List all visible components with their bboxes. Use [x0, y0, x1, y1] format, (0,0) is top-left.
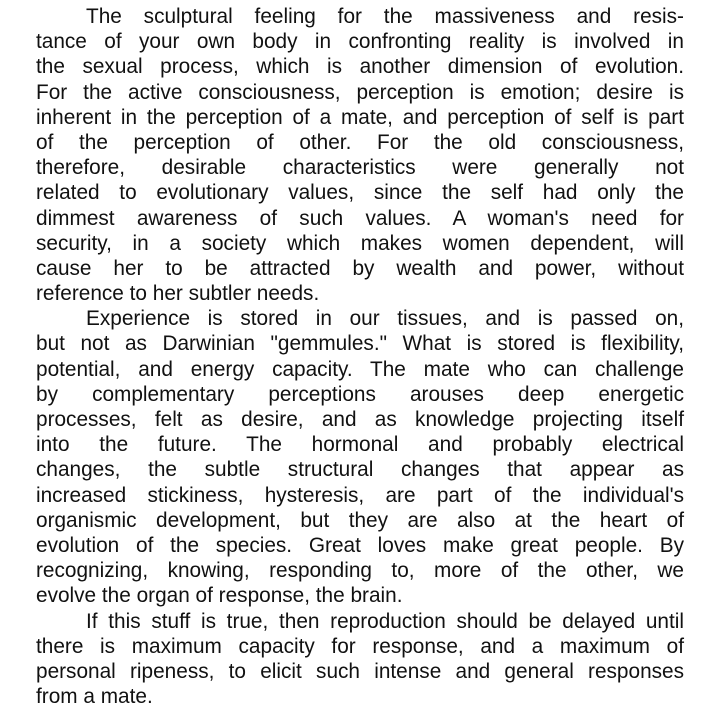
text-line: organismic development, but they are also at the heart of	[36, 508, 684, 532]
text-line: but not as Darwinian "gemmules." What is stored is flexibility,	[36, 332, 684, 356]
document-page	[36, 4, 684, 709]
paragraph-experience-stored	[36, 306, 684, 608]
text-line: therefore, desirable characteristics were generally not	[36, 156, 684, 180]
paragraph-sculptural-feeling	[36, 4, 684, 306]
text-line: changes, the subtle structural changes that appear as	[36, 458, 684, 482]
text-line: evolve the organ of response, the brain.	[36, 584, 403, 608]
paragraph-reproduction-delayed	[36, 609, 684, 710]
text-line: security, in a society which makes women dependent, will	[36, 231, 684, 255]
text-line: cause her to be attracted by wealth and power, without	[36, 256, 684, 280]
text-line: increased stickiness, hysteresis, are part of the individual's	[36, 483, 684, 507]
text-line: If this stuff is true, then reproduction should be delayed until	[86, 609, 684, 633]
text-line: processes, felt as desire, and as knowledge projecting itself	[36, 408, 684, 431]
text-line: reference to her subtler needs.	[36, 282, 320, 306]
text-line: into the future. The hormonal and probably electrical	[36, 433, 684, 457]
text-line: dimmest awareness of such values. A woman's need for	[36, 206, 684, 230]
text-line: For the active consciousness, perception is emotion; desire is	[36, 80, 684, 104]
text-line: by complementary perceptions arouses deep energetic	[36, 382, 684, 406]
text-line: Experience is stored in our tissues, and is passed on,	[86, 307, 684, 331]
text-line: there is maximum capacity for response, and a maximum of	[36, 634, 684, 658]
text-line: tance of your own body in confronting reality is involved in	[36, 30, 684, 54]
text-line: recognizing, knowing, responding to, more of the other, we	[36, 559, 684, 583]
text-line: potential, and energy capacity. The mate who can challenge	[36, 357, 684, 381]
text-line: personal ripeness, to elicit such intense and general responses	[36, 659, 684, 683]
text-line: The sculptural feeling for the massiveness and resis-	[86, 5, 684, 28]
text-line: inherent in the perception of a mate, and perception of self is part	[36, 105, 684, 129]
text-line: related to evolutionary values, since the self had only the	[36, 181, 684, 205]
text-line: from a mate.	[36, 685, 153, 709]
text-line: of the perception of other. For the old consciousness,	[36, 130, 684, 154]
text-line: evolution of the species. Great loves make great people. By	[36, 533, 684, 557]
text-line: the sexual process, which is another dimension of evolution.	[36, 55, 684, 79]
